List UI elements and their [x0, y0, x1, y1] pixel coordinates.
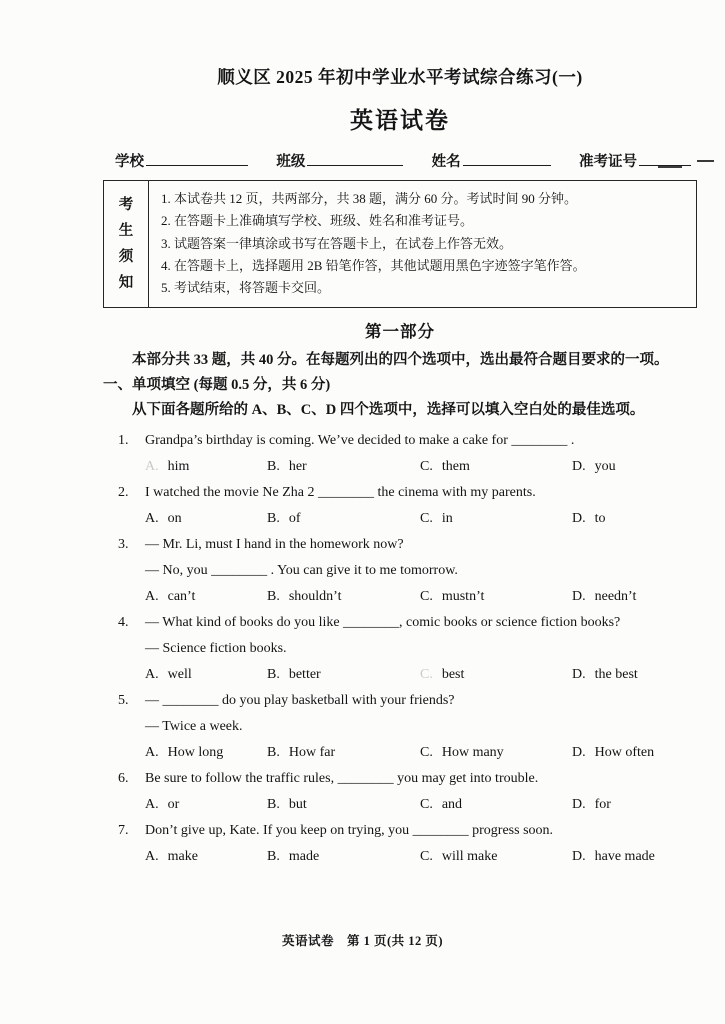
- field-underline-class: [307, 151, 403, 166]
- question-item: [103, 766, 697, 818]
- option-cell: [267, 792, 420, 818]
- option-cell: [420, 454, 572, 480]
- option-cell: [145, 584, 267, 610]
- question-line: — What kind of books do you like ________, comic books or science fiction books?: [145, 614, 621, 630]
- option-row: [145, 792, 697, 818]
- question-body: [145, 688, 697, 766]
- option-row: [145, 506, 697, 532]
- question-line: Grandpa’s birthday is coming. We’ve decided to make a cake for ________ .: [145, 432, 575, 448]
- option-text: can’t: [167, 588, 196, 604]
- notice-side-label: [104, 181, 149, 307]
- question-number: 1.: [118, 432, 129, 448]
- option-cell: [572, 506, 697, 532]
- field-name: [432, 150, 551, 171]
- option-text: mustn’t: [441, 588, 485, 604]
- option-cell: [420, 844, 572, 870]
- field-underline-name: [463, 151, 551, 166]
- question-body: [145, 766, 697, 818]
- option-text: make: [167, 848, 198, 864]
- page-title: 顺义区 2025 年初中学业水平考试综合练习(一): [217, 67, 583, 87]
- option-cell: [420, 584, 572, 610]
- option-text: How many: [441, 744, 504, 760]
- option-cell: [267, 506, 420, 532]
- question-line: — No, you ________ . You can give it to me tomorrow.: [145, 562, 458, 578]
- notice-item: 2. 在答题卡上准确填写学校、班级、姓名和准考证号。: [161, 213, 474, 229]
- option-label: B.: [267, 848, 280, 864]
- exam-subtitle: 英语试卷: [350, 108, 450, 133]
- question-body: [145, 818, 697, 870]
- question-body: [145, 610, 697, 688]
- notice-side-text: 考生须知: [118, 196, 134, 291]
- option-cell: [145, 506, 267, 532]
- option-cell: [267, 454, 420, 480]
- option-label: D.: [572, 666, 586, 682]
- notice-items: [149, 181, 594, 307]
- option-cell: [145, 740, 267, 766]
- option-cell: [145, 662, 267, 688]
- option-cell: [267, 584, 420, 610]
- option-text: or: [167, 796, 180, 812]
- option-text: to: [594, 510, 606, 526]
- option-label: D.: [572, 458, 586, 474]
- question-number: 3.: [118, 536, 129, 552]
- option-text: on: [167, 510, 182, 526]
- option-label: C.: [420, 744, 433, 760]
- option-text: have made: [594, 848, 655, 864]
- option-label: A.: [145, 510, 159, 526]
- question-item: [103, 428, 697, 480]
- option-cell: [267, 662, 420, 688]
- notice-box: [103, 180, 697, 308]
- question-line: — ________ do you play basketball with your friends?: [145, 692, 455, 708]
- option-text: in: [441, 510, 453, 526]
- option-text: made: [288, 848, 320, 864]
- field-class: [276, 150, 403, 171]
- field-underline-exam: [639, 151, 691, 166]
- option-cell: [572, 792, 697, 818]
- option-text: shouldn’t: [288, 588, 342, 604]
- option-label: B.: [267, 458, 280, 474]
- section1-title: 一、单项填空 (每题 0.5 分，共 6 分): [103, 376, 331, 393]
- option-label: A.: [145, 458, 159, 474]
- option-text: well: [167, 666, 192, 682]
- question-item: [103, 532, 697, 610]
- option-row: [145, 662, 697, 688]
- question-body: [145, 428, 697, 480]
- field-label-class: 班级: [276, 154, 306, 170]
- notice-item: 5. 考试结束，将答题卡交回。: [161, 280, 331, 296]
- question-number: 6.: [118, 770, 129, 786]
- scan-artifact-dash: [658, 166, 682, 168]
- option-text: of: [288, 510, 301, 526]
- question-line: — Science fiction books.: [145, 640, 287, 656]
- option-label: B.: [267, 796, 280, 812]
- option-row: [145, 454, 697, 480]
- question-item: [103, 688, 697, 766]
- option-label: B.: [267, 666, 280, 682]
- option-label: D.: [572, 744, 586, 760]
- option-label: C.: [420, 588, 433, 604]
- option-text: How far: [288, 744, 336, 760]
- field-school: [115, 150, 248, 171]
- option-text: the best: [594, 666, 638, 682]
- option-label: B.: [267, 510, 280, 526]
- option-text: them: [441, 458, 470, 474]
- option-text: will make: [441, 848, 498, 864]
- question-number: 2.: [118, 484, 129, 500]
- option-label: B.: [267, 588, 280, 604]
- question-item: [103, 610, 697, 688]
- option-label: A.: [145, 588, 159, 604]
- option-text: best: [441, 666, 465, 682]
- part1-heading: 第一部分: [365, 321, 435, 341]
- question-item: [103, 818, 697, 870]
- option-cell: [420, 740, 572, 766]
- page-content: [103, 64, 697, 870]
- question-line: — Mr. Li, must I hand in the homework now?: [145, 536, 404, 552]
- option-label: A.: [145, 744, 159, 760]
- option-text: How long: [167, 744, 224, 760]
- option-cell: [572, 662, 697, 688]
- question-body: [145, 480, 697, 532]
- option-text: and: [441, 796, 463, 812]
- option-label: D.: [572, 848, 586, 864]
- option-label: C.: [420, 796, 433, 812]
- option-text: you: [594, 458, 616, 474]
- option-label: A.: [145, 796, 159, 812]
- question-line: I watched the movie Ne Zha 2 ________ the cinema with my parents.: [145, 484, 536, 500]
- option-text: better: [288, 666, 321, 682]
- option-cell: [572, 844, 697, 870]
- field-label-exam: 准考证号: [578, 154, 637, 170]
- field-underline-school: [146, 151, 248, 166]
- header-fields: [115, 150, 691, 171]
- option-label: D.: [572, 796, 586, 812]
- option-cell: [420, 792, 572, 818]
- option-cell: [145, 844, 267, 870]
- option-row: [145, 584, 697, 610]
- option-label: C.: [420, 458, 433, 474]
- question-item: [103, 480, 697, 532]
- question-number: 7.: [118, 822, 129, 838]
- part1-intro: 本部分共 33 题，共 40 分。在每题列出的四个选项中，选出最符合题目要求的一项。: [132, 351, 669, 368]
- option-text: for: [594, 796, 611, 812]
- option-label: B.: [267, 744, 280, 760]
- option-text: How often: [594, 744, 655, 760]
- option-cell: [420, 506, 572, 532]
- notice-item: 4. 在答题卡上，选择题用 2B 铅笔作答，其他试题用黑色字迹签字笔作答。: [161, 258, 586, 274]
- option-label: C.: [420, 510, 433, 526]
- option-text: but: [288, 796, 307, 812]
- question-line: Don’t give up, Kate. If you keep on trying, you ________ progress soon.: [145, 822, 554, 838]
- question-number: 4.: [118, 614, 129, 630]
- option-label: D.: [572, 510, 586, 526]
- option-row: [145, 844, 697, 870]
- question-body: [145, 532, 697, 610]
- option-cell: [267, 740, 420, 766]
- field-label-name: 姓名: [431, 154, 461, 170]
- option-label: A.: [145, 666, 159, 682]
- option-cell: [572, 584, 697, 610]
- option-row: [145, 740, 697, 766]
- option-label: A.: [145, 848, 159, 864]
- question-line: — Twice a week.: [145, 718, 243, 734]
- option-cell: [145, 454, 267, 480]
- option-text: her: [288, 458, 307, 474]
- option-cell: [267, 844, 420, 870]
- option-cell: [572, 454, 697, 480]
- question-list: [103, 428, 697, 870]
- question-number: 5.: [118, 692, 129, 708]
- page-footer: 英语试卷 第 1 页(共 12 页): [281, 934, 444, 948]
- option-cell: [572, 740, 697, 766]
- option-text: him: [167, 458, 190, 474]
- option-text: needn’t: [594, 588, 637, 604]
- option-label: D.: [572, 588, 586, 604]
- scan-artifact-dash: [697, 160, 714, 162]
- option-label: C.: [420, 848, 433, 864]
- question-line: Be sure to follow the traffic rules, ________ you may get into trouble.: [145, 770, 539, 786]
- field-label-school: 学校: [115, 154, 144, 170]
- option-cell: [145, 792, 267, 818]
- notice-item: 3. 试题答案一律填涂或书写在答题卡上，在试卷上作答无效。: [161, 235, 513, 251]
- section1-intro: 从下面各题所给的 A、B、C、D 四个选项中，选择可以填入空白处的最佳选项。: [132, 401, 645, 418]
- option-cell: [420, 662, 572, 688]
- option-label: C.: [420, 666, 433, 682]
- notice-item: 1. 本试卷共 12 页，共两部分，共 38 题，满分 60 分。考试时间 90 分钟。: [161, 191, 578, 206]
